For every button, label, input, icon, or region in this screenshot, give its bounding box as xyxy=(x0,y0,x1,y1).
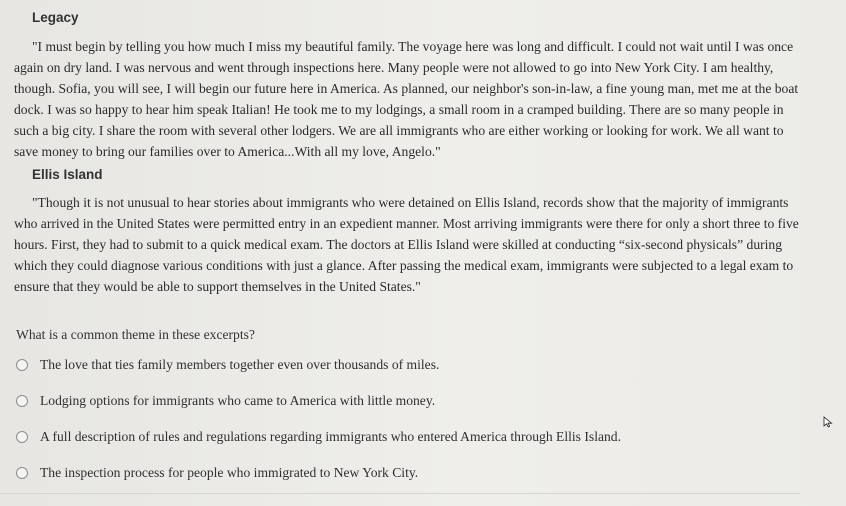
radio-unselected-icon[interactable] xyxy=(16,467,28,479)
radio-unselected-icon[interactable] xyxy=(16,395,28,407)
mouse-pointer-icon xyxy=(823,416,833,428)
panel-divider xyxy=(0,493,800,494)
radio-unselected-icon[interactable] xyxy=(16,431,28,443)
answer-option-label: The love that ties family members together even over thousands of miles. xyxy=(40,357,440,372)
radio-unselected-icon[interactable] xyxy=(16,359,28,371)
answer-option-3[interactable] xyxy=(16,427,621,447)
answer-option-1[interactable] xyxy=(16,355,439,375)
excerpt-ellis-island-text xyxy=(14,192,800,297)
excerpt-legacy-body: "I must begin by telling you how much I miss my beautiful family. The voyage here was long and difficult. I could not wait until I was once again on dry land. I was nervous and went through inspections here. Many people were not allowed to go into New York City. I am healthy, though. Sofia, you will see, I will begin our future here in America. As planned, our neighbor's son-in-law, a fine young man, met me at the boat dock. I was so happy to hear him speak Italian! He took me to my lodgings, a small room in a cramped building. There are so many people in such a big city. I share the room with several other lodgers. We are all immigrants who are either working or looking for work. We all want to save money to bring our families over to America...With all my love, Angelo." xyxy=(14,39,799,159)
excerpt-title-ellis-island: Ellis Island xyxy=(32,167,103,182)
answer-option-label: The inspection process for people who immigrated to New York City. xyxy=(40,465,419,480)
excerpt-legacy-text xyxy=(14,36,800,162)
answer-option-2[interactable] xyxy=(16,391,435,411)
excerpt-ellis-island-body: "Though it is not unusual to hear stories about immigrants who were detained on Ellis Island, records show that the majority of immigrants who arrived in the United States were permitted entry in an expedient manner. Most arriving immigrants were there for only a short three to five hours. First, they had to submit to a quick medical exam. The doctors at Ellis Island were skilled at conducting “six-second physicals” during which they could diagnose various conditions with just a glance. After passing the medical exam, immigrants were subjected to a legal exam to ensure that they would be able to support themselves in the United States." xyxy=(14,195,799,294)
answer-option-4[interactable] xyxy=(16,463,418,483)
excerpt-title-legacy: Legacy xyxy=(32,10,79,25)
question-prompt: What is a common theme in these excerpts? xyxy=(16,327,255,342)
answer-option-label: Lodging options for immigrants who came to America with little money. xyxy=(40,393,436,408)
answer-option-label: A full description of rules and regulations regarding immigrants who entered America through Ellis Island. xyxy=(40,429,621,444)
